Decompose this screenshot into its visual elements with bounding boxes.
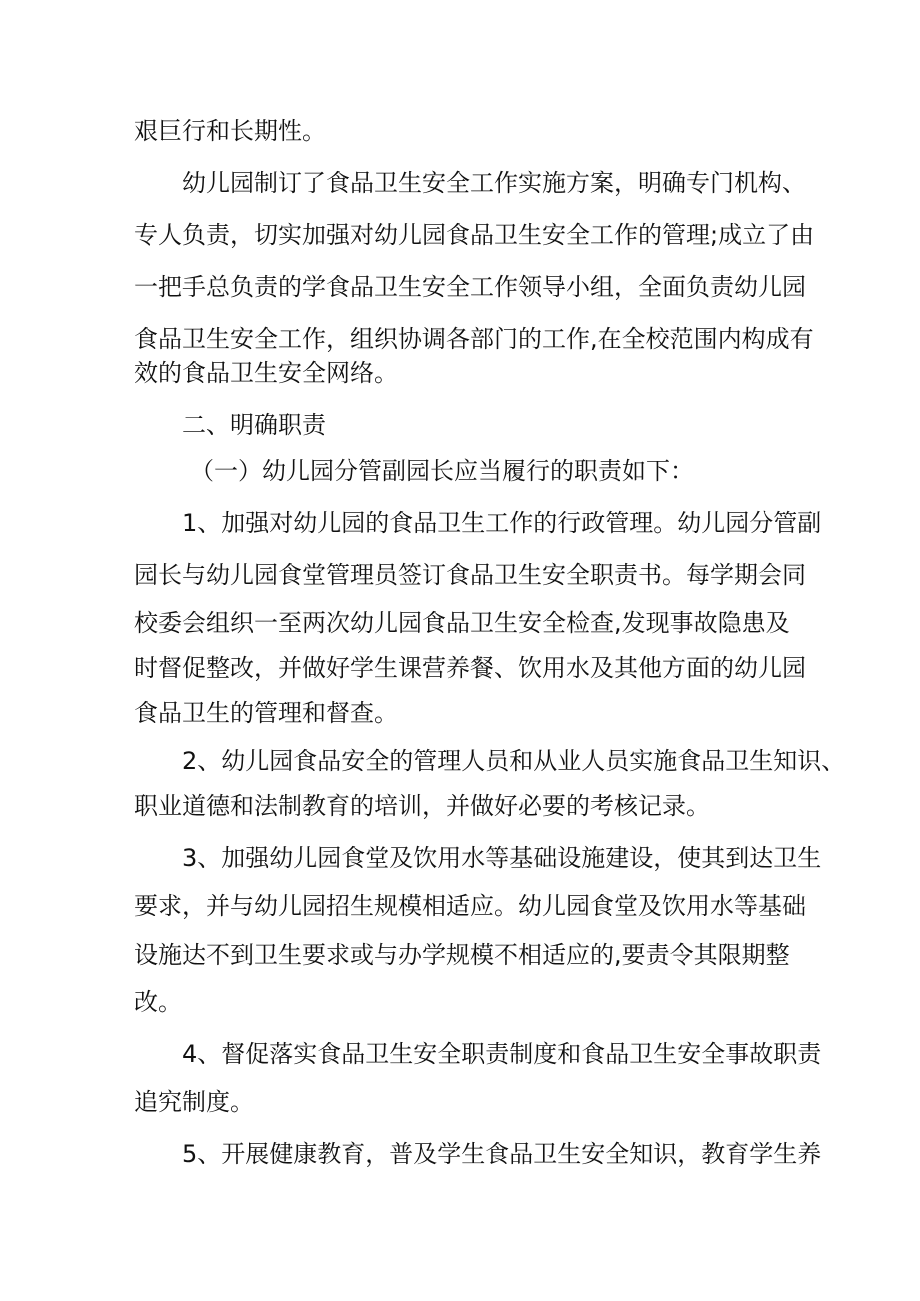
subsection-heading: （一）幼儿园分管副园长应当履行的职责如下： [190, 457, 694, 485]
text-line: 改。 [134, 988, 182, 1016]
text-line: 2、幼儿园食品安全的管理人员和从业人员实施食品卫生知识、 [182, 747, 846, 775]
text-line: 一把手总负责的学食品卫生安全工作领导小组，全面负责幼儿园 [134, 273, 806, 301]
text-line: 幼儿园制订了食品卫生安全工作实施方案，明确专门机构、 [182, 169, 806, 197]
text-line: 追究制度。 [134, 1088, 254, 1116]
text-line: 食品卫生安全工作，组织协调各部门的工作,在全校范围内构成有 [134, 325, 814, 353]
text-line: 艰巨行和长期性。 [134, 117, 326, 145]
text-line: 4、督促落实食品卫生安全职责制度和食品卫生安全事故职责 [182, 1040, 822, 1068]
text-line: 校委会组织一至两次幼儿园食品卫生安全检查,发现事故隐患及 [134, 609, 790, 637]
text-line: 5、开展健康教育，普及学生食品卫生安全知识，教育学生养 [182, 1140, 822, 1168]
text-line: 效的食品卫生安全网络。 [134, 359, 398, 387]
text-line: 3、加强幼儿园食堂及饮用水等基础设施建设，使其到达卫生 [182, 844, 822, 872]
section-heading: 二、明确职责 [182, 411, 326, 439]
text-line: 园长与幼儿园食堂管理员签订食品卫生安全职责书。每学期会同 [134, 561, 806, 589]
text-line: 专人负责，切实加强对幼儿园食品卫生安全工作的管理;成立了由 [134, 221, 815, 249]
text-line: 设施达不到卫生要求或与办学规模不相适应的,要责令其限期整 [134, 941, 790, 969]
text-line: 要求，并与幼儿园招生规模相适应。幼儿园食堂及饮用水等基础 [134, 892, 806, 920]
text-line: 职业道德和法制教育的培训，并做好必要的考核记录。 [134, 792, 710, 820]
text-line: 1、加强对幼儿园的食品卫生工作的行政管理。幼儿园分管副 [182, 509, 822, 537]
text-line: 食品卫生的管理和督查。 [134, 699, 398, 727]
text-line: 时督促整改，并做好学生课营养餐、饮用水及其他方面的幼儿园 [134, 654, 806, 682]
